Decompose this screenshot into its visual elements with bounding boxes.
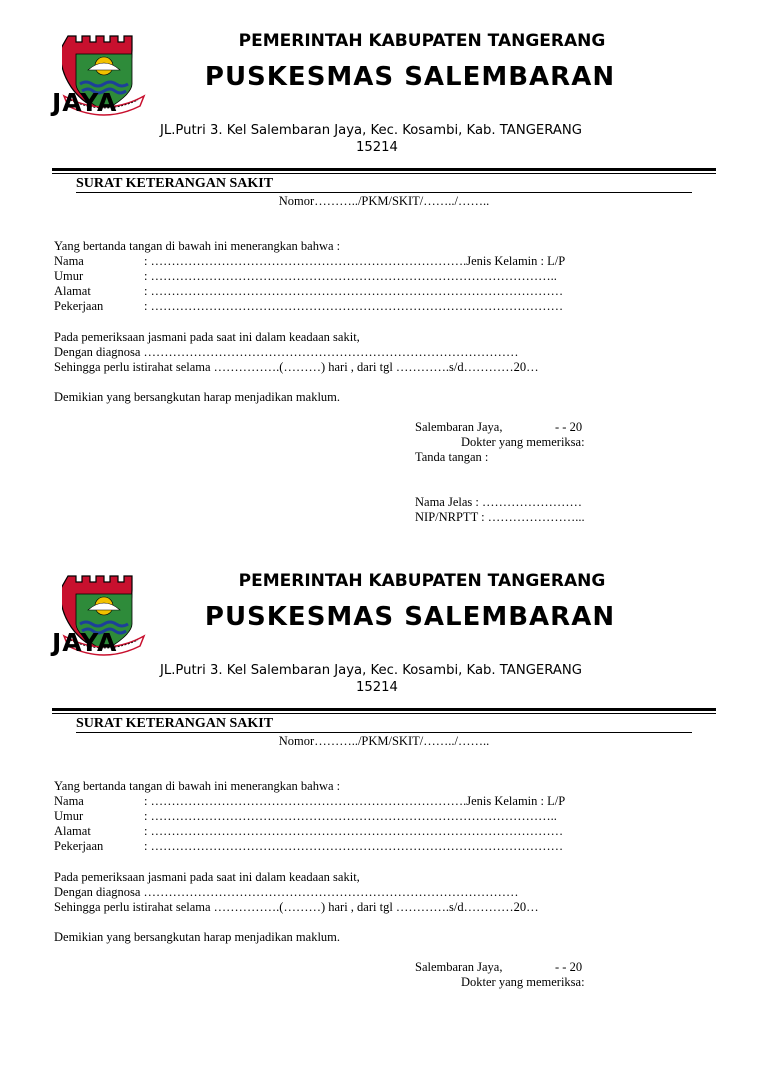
field-label: Pekerjaan xyxy=(54,839,104,853)
exam-section xyxy=(54,330,539,375)
field-alamat xyxy=(54,824,674,839)
field-label: Nama xyxy=(54,794,84,808)
doctor-name-line: Nama Jelas : …………………… xyxy=(415,495,582,509)
logo-jaya-text: JAYA xyxy=(52,628,118,657)
document-number: Nomor………../PKM/SKIT/……../…….. xyxy=(278,734,490,748)
exam-section xyxy=(54,870,539,915)
field-blank: : ………………………………………………………………….Jenis Kelamin : L/P xyxy=(144,254,566,268)
doctor-label: Dokter yang memeriksa: xyxy=(461,975,585,989)
field-label: Pekerjaan xyxy=(54,299,104,313)
exam-line: Pada pemeriksaan jasmani pada saat ini dalam keadaan sakit, xyxy=(54,330,360,344)
field-label: Alamat xyxy=(54,824,91,838)
field-umur xyxy=(54,269,674,284)
field-blank: : …………………………………………………………………………………….. xyxy=(144,809,557,823)
government-heading: PEMERINTAH KABUPATEN TANGERANG xyxy=(238,31,606,51)
signature-block xyxy=(415,960,585,990)
address xyxy=(160,122,720,156)
letterhead-divider-thin xyxy=(52,173,716,174)
signature-place: Salembaran Jaya, xyxy=(415,960,503,974)
exam-line: Pada pemeriksaan jasmani pada saat ini dalam keadaan sakit, xyxy=(54,870,360,884)
field-alamat xyxy=(54,284,674,299)
field-nama xyxy=(54,794,674,809)
government-heading: PEMERINTAH KABUPATEN TANGERANG xyxy=(238,571,606,591)
signature-date: - - 20 xyxy=(555,420,583,434)
doctor-label: Dokter yang memeriksa: xyxy=(461,435,585,449)
patient-fields xyxy=(54,794,674,854)
diagnosis-line: Dengan diagnosa ……………………………………………………………………………… xyxy=(54,885,519,899)
document-number: Nomor………../PKM/SKIT/……../…….. xyxy=(278,194,490,208)
intro-text: Yang bertanda tangan di bawah ini menerangkan bahwa : xyxy=(54,779,341,793)
field-label: Umur xyxy=(54,809,84,823)
document-title: SURAT KETERANGAN SAKIT xyxy=(76,175,692,193)
signature-block xyxy=(415,420,585,525)
field-blank: : ……………………………………………………………………………………… xyxy=(144,284,564,298)
field-umur xyxy=(54,809,674,824)
address-line-1: JL.Putri 3. Kel Salembaran Jaya, Kec. Kosambi, Kab. TANGERANG xyxy=(160,663,582,678)
doctor-nip-line: NIP/NRPTT : …………………... xyxy=(415,510,585,524)
diagnosis-line: Dengan diagnosa ……………………………………………………………………………… xyxy=(54,345,519,359)
letterhead-divider-thick xyxy=(52,708,716,711)
field-blank: : ……………………………………………………………………………………… xyxy=(144,299,564,313)
letterhead-divider-thin xyxy=(52,713,716,714)
rest-period-line: Sehingga perlu istirahat selama …………….(………) hari , dari tgl ………….s/d…………20… xyxy=(54,360,539,374)
closing-text: Demikian yang bersangkutan harap menjadikan maklum. xyxy=(54,930,341,944)
document-title: SURAT KETERANGAN SAKIT xyxy=(76,715,692,733)
signature-label: Tanda tangan : xyxy=(415,450,489,464)
field-blank: : …………………………………………………………………………………….. xyxy=(144,269,557,283)
field-blank: : ……………………………………………………………………………………… xyxy=(144,839,564,853)
field-pekerjaan xyxy=(54,299,674,314)
letterhead-divider-thick xyxy=(52,168,716,171)
patient-fields xyxy=(54,254,674,314)
institution-heading: PUSKESMAS SALEMBARAN xyxy=(204,602,616,632)
field-blank: : ……………………………………………………………………………………… xyxy=(144,824,564,838)
closing-text: Demikian yang bersangkutan harap menjadikan maklum. xyxy=(54,390,341,404)
address-postal-code: 15214 xyxy=(356,140,398,155)
signature-date: - - 20 xyxy=(555,960,583,974)
address-postal-code: 15214 xyxy=(356,680,398,695)
intro-text: Yang bertanda tangan di bawah ini menerangkan bahwa : xyxy=(54,239,341,253)
field-pekerjaan xyxy=(54,839,674,854)
field-label: Alamat xyxy=(54,284,91,298)
address xyxy=(160,662,720,696)
rest-period-line: Sehingga perlu istirahat selama …………….(………) hari , dari tgl ………….s/d…………20… xyxy=(54,900,539,914)
field-label: Umur xyxy=(54,269,84,283)
field-label: Nama xyxy=(54,254,84,268)
logo-jaya-text: JAYA xyxy=(52,88,118,117)
field-blank: : ………………………………………………………………….Jenis Kelamin : L/P xyxy=(144,794,566,808)
address-line-1: JL.Putri 3. Kel Salembaran Jaya, Kec. Kosambi, Kab. TANGERANG xyxy=(160,123,582,138)
certificate-form-2 xyxy=(0,540,768,1080)
signature-place: Salembaran Jaya, xyxy=(415,420,503,434)
institution-heading: PUSKESMAS SALEMBARAN xyxy=(204,62,616,92)
field-nama xyxy=(54,254,674,269)
